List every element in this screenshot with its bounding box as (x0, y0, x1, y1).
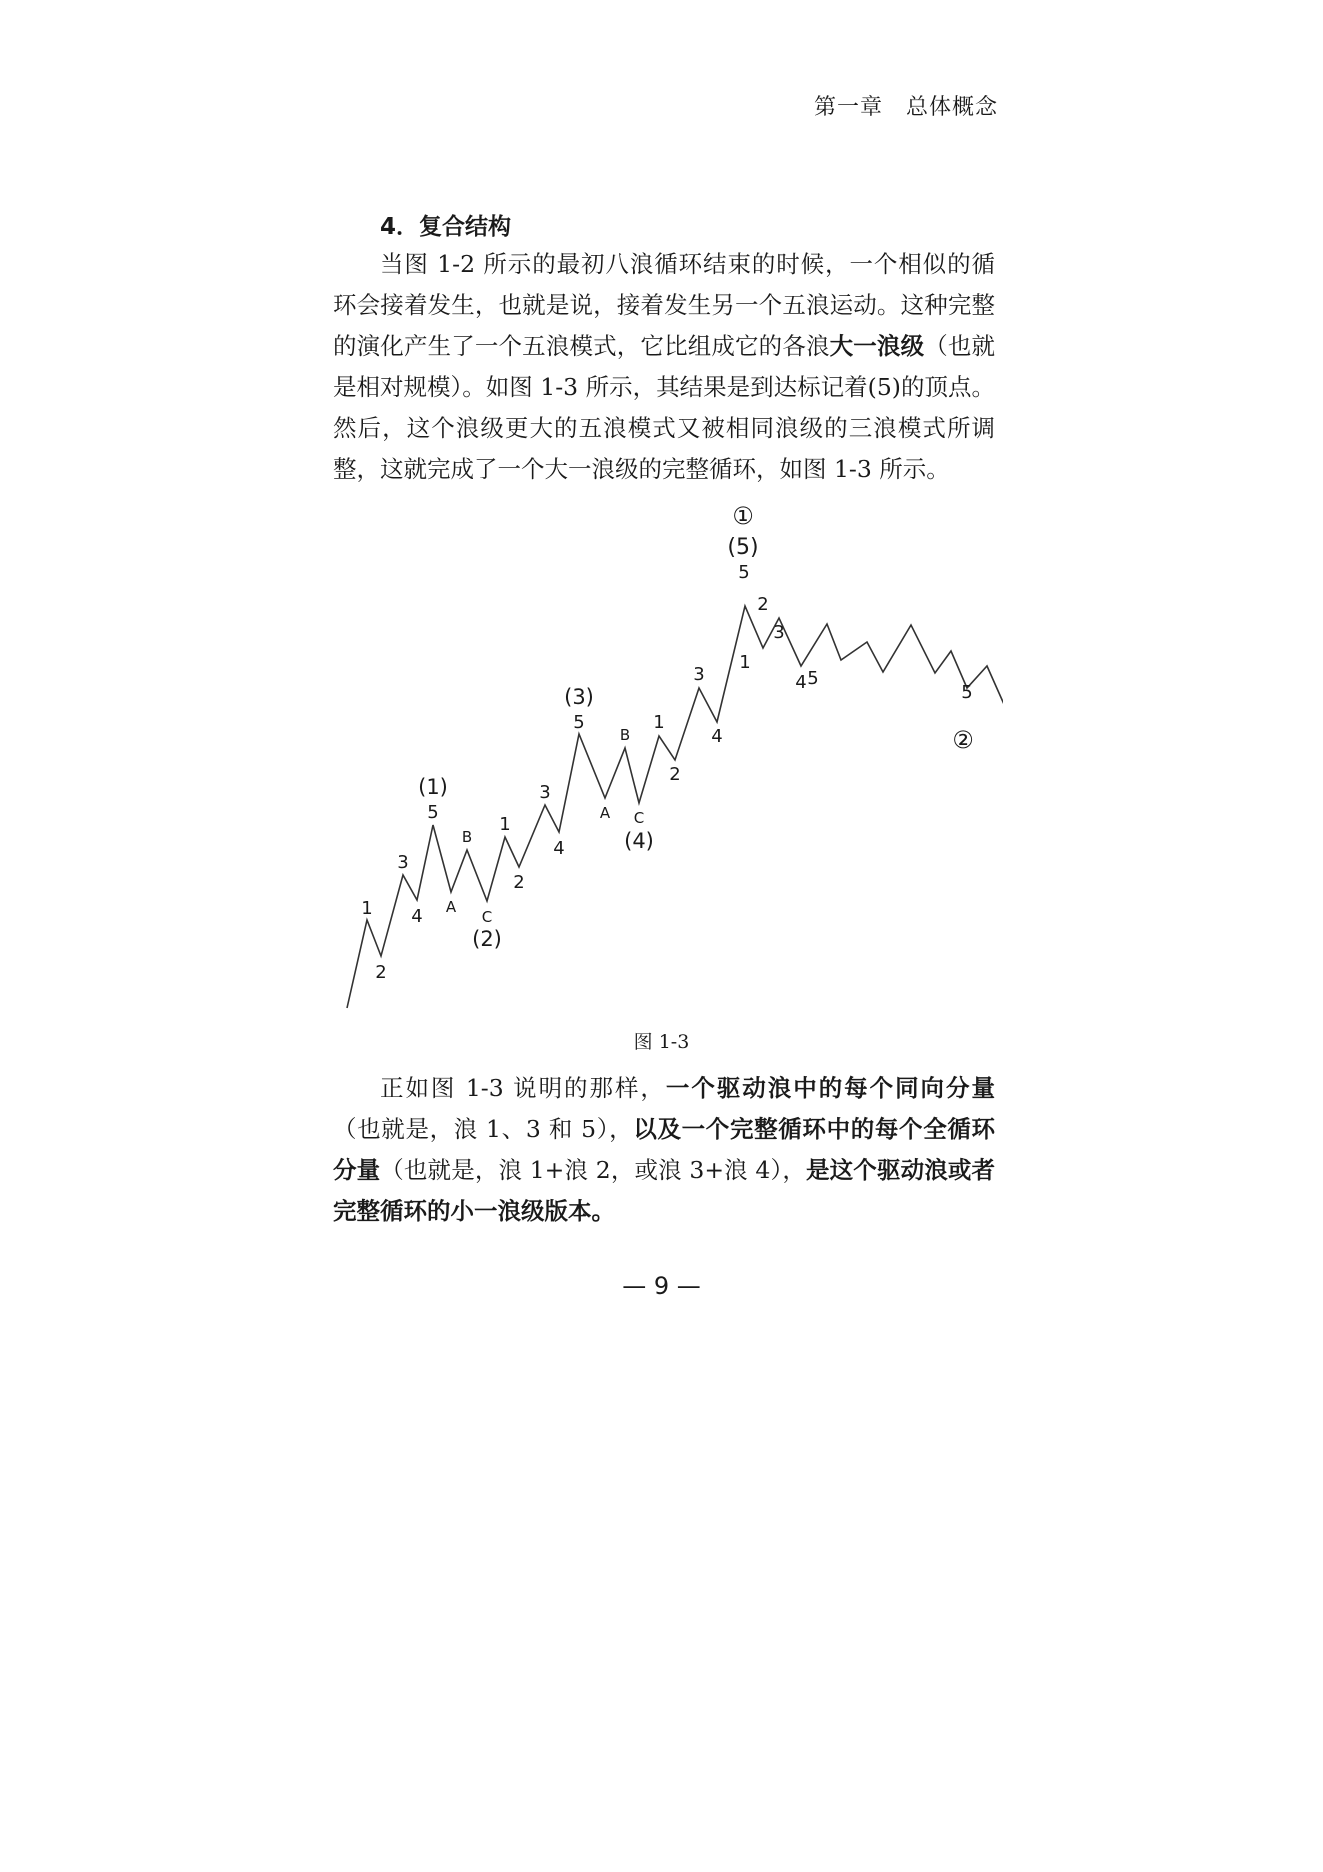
top-paren-label: (5) (727, 535, 759, 560)
para2-bold-3: 是这个驱动浪或者完整循环的小一浪级版本。 (333, 1156, 996, 1225)
wave-label-d2: 2 (757, 594, 769, 615)
wave-label-sC: C (481, 908, 493, 926)
para2-bold-2: 以及一个完整循环中的每个全循环分量 (333, 1115, 996, 1184)
wave-label-tC: C (633, 809, 645, 827)
wave-label-end-circle: ② (952, 726, 974, 754)
wave-label-2: 2 (375, 962, 387, 983)
wave-label-4: 4 (411, 906, 423, 927)
wave-label-p2: (2) (472, 927, 502, 951)
section-title: 4．复合结构 (380, 214, 512, 240)
wave-label-v1: 1 (653, 712, 665, 733)
wave-label-tB: B (619, 726, 631, 744)
wave-label-5: 5 (427, 802, 439, 823)
wave-label-v4: 4 (711, 726, 723, 747)
wave-label-u5: 5 (573, 712, 585, 733)
wave-label-v2: 2 (669, 764, 681, 785)
wave-label-u3: 3 (539, 782, 551, 803)
wave-figure (333, 498, 1003, 1018)
para2-bold-1: 一个驱动浪中的每个同向分量 (665, 1074, 995, 1102)
wave-label-p1: (1) (418, 775, 448, 799)
top-num-label: 5 (738, 562, 750, 583)
wave-label-u1: 1 (499, 814, 511, 835)
wave-label-d1: 1 (739, 652, 751, 673)
top-circle-label: ① (732, 502, 754, 530)
para2-text-e: （也就是，浪 1+浪 2，或浪 3+浪 4）， (380, 1156, 807, 1184)
wave-label-v3: 3 (693, 664, 705, 685)
para1-bold-term: 大一浪级 (829, 332, 925, 360)
para2-text-a: 正如图 1-3 说明的那样， (380, 1074, 666, 1102)
paragraph-2 (333, 1068, 995, 1232)
wave-label-d5: 5 (807, 668, 819, 689)
wave-label-c5: 5 (961, 682, 973, 703)
figure-caption: 图 1-3 (633, 1031, 690, 1053)
page-number: — 9 — (622, 1272, 701, 1300)
paragraph-1 (333, 244, 995, 490)
wave-label-u4: 4 (553, 838, 565, 859)
wave-label-sB: B (461, 828, 473, 846)
wave-label-p3: (3) (564, 685, 594, 709)
wave-label-d3: 3 (773, 622, 785, 643)
para1-text-c: （也就是相对规模）。如图 1-3 所示，其结果是到达标记着(5)的顶点。然后，这个浪级更大的五浪模式又被相同浪级的三浪模式所调整，这就完成了一个大一浪级的完整循环，如图 1-3 所示。 (333, 332, 996, 483)
wave-label-u2: 2 (513, 872, 525, 893)
wave-line (347, 606, 1003, 1008)
para2-text-c: （也就是，浪 1、3 和 5）， (333, 1115, 634, 1143)
wave-label-3: 3 (397, 852, 409, 873)
wave-diagram (333, 498, 1003, 1018)
wave-label-sA: A (445, 898, 457, 916)
chapter-header: 第一章 总体概念 (813, 95, 998, 120)
wave-label-1: 1 (361, 898, 373, 919)
wave-label-tA: A (599, 804, 611, 822)
para1-text-a: 当图 1-2 所示的最初八浪循环结束的时候，一个相似的循环会接着发生，也就是说，接着发生另一个五浪运动。这种完整的演化产生了一个五浪模式，它比组成它的各浪 (333, 250, 995, 360)
wave-label-d4: 4 (795, 672, 807, 693)
wave-label-p4: (4) (624, 829, 654, 853)
